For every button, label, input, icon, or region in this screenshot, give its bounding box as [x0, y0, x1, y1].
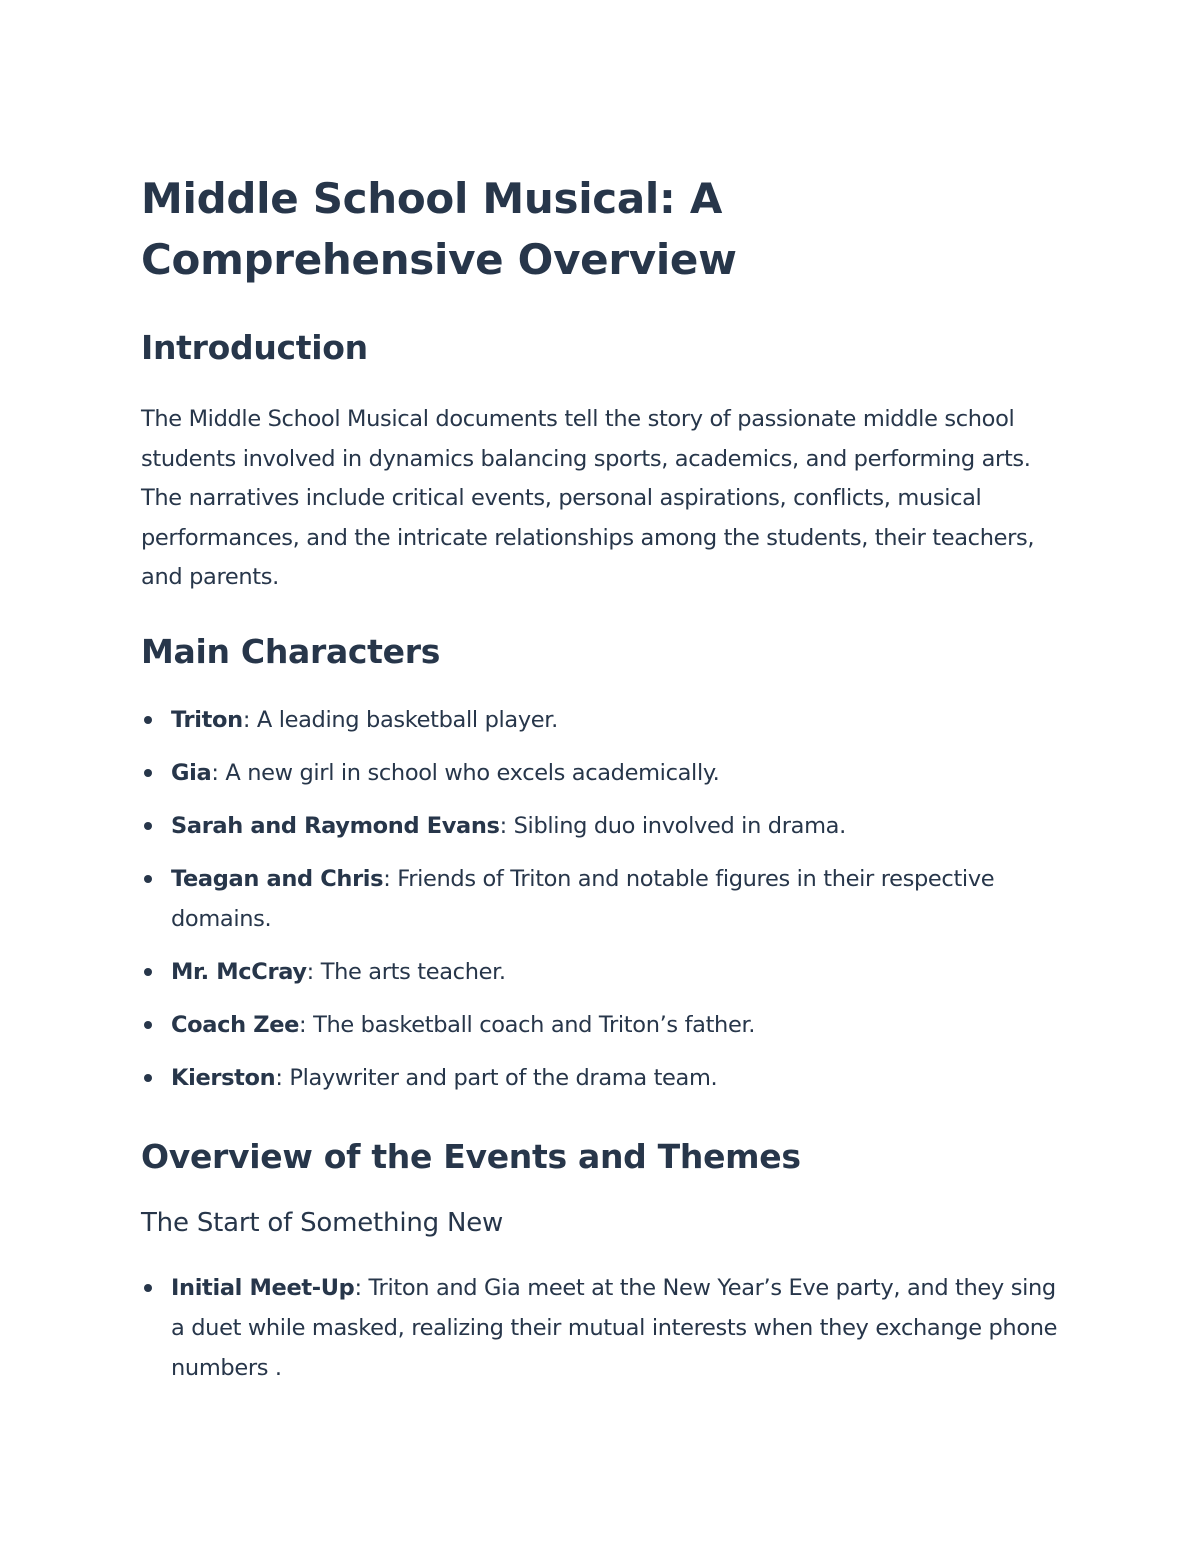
list-item: [141, 1005, 1066, 1045]
bullet-icon: [144, 968, 152, 976]
event-name: Initial Meet-Up: [171, 1274, 355, 1301]
list-item: [141, 1268, 1066, 1388]
bullet-icon: [144, 1021, 152, 1029]
events-list: [141, 1268, 1066, 1388]
character-name: Triton: [171, 706, 243, 733]
introduction-heading: Introduction: [141, 328, 368, 367]
character-description: : Playwriter and part of the drama team.: [275, 1064, 718, 1091]
character-name: Kierston: [171, 1064, 276, 1091]
document-title: Middle School Musical: A Comprehensive Overview: [141, 174, 737, 284]
main-characters-heading: Main Characters: [141, 631, 441, 671]
character-description: : Friends of Triton and notable figures in their respective domains.: [171, 865, 995, 932]
events-themes-heading: Overview of the Events and Themes: [141, 1136, 801, 1176]
events-subheading: The Start of Something New: [141, 1207, 504, 1238]
character-name: Coach Zee: [171, 1011, 300, 1038]
event-description: : Triton and Gia meet at the New Year’s Eve party, and they sing a duet while masked, realizing their mutual interests when they exchange phone numbers .: [171, 1274, 1058, 1381]
character-name: Teagan and Chris: [171, 865, 384, 892]
main-characters-list: [141, 700, 1066, 1098]
bullet-icon: [144, 875, 152, 883]
list-item: [141, 753, 1066, 793]
character-name: Sarah and Raymond Evans: [171, 812, 500, 839]
bullet-icon: [144, 822, 152, 830]
list-item: [141, 700, 1066, 740]
document-page: [141, 168, 1066, 1401]
list-item: [141, 1058, 1066, 1098]
bullet-icon: [144, 1284, 152, 1292]
character-description: : A new girl in school who excels academically.: [211, 759, 720, 786]
character-name: Mr. McCray: [171, 958, 307, 985]
list-item: [141, 952, 1066, 992]
character-description: : The arts teacher.: [306, 958, 506, 985]
list-item: [141, 806, 1066, 846]
character-name: Gia: [171, 759, 212, 786]
bullet-icon: [144, 716, 152, 724]
introduction-paragraph: The Middle School Musical documents tell the story of passionate middle school students involved in dynamics balancing sports, academics, and performing arts. The narratives include critical events, personal aspirations, conflicts, musical performances, and the intricate relationships among the students, their teachers, and parents.: [141, 406, 1035, 590]
bullet-icon: [144, 1074, 152, 1082]
character-description: : Sibling duo involved in drama.: [499, 812, 846, 839]
character-description: : A leading basketball player.: [242, 706, 558, 733]
bullet-icon: [144, 769, 152, 777]
character-description: : The basketball coach and Triton’s father.: [299, 1011, 756, 1038]
list-item: [141, 859, 1066, 939]
